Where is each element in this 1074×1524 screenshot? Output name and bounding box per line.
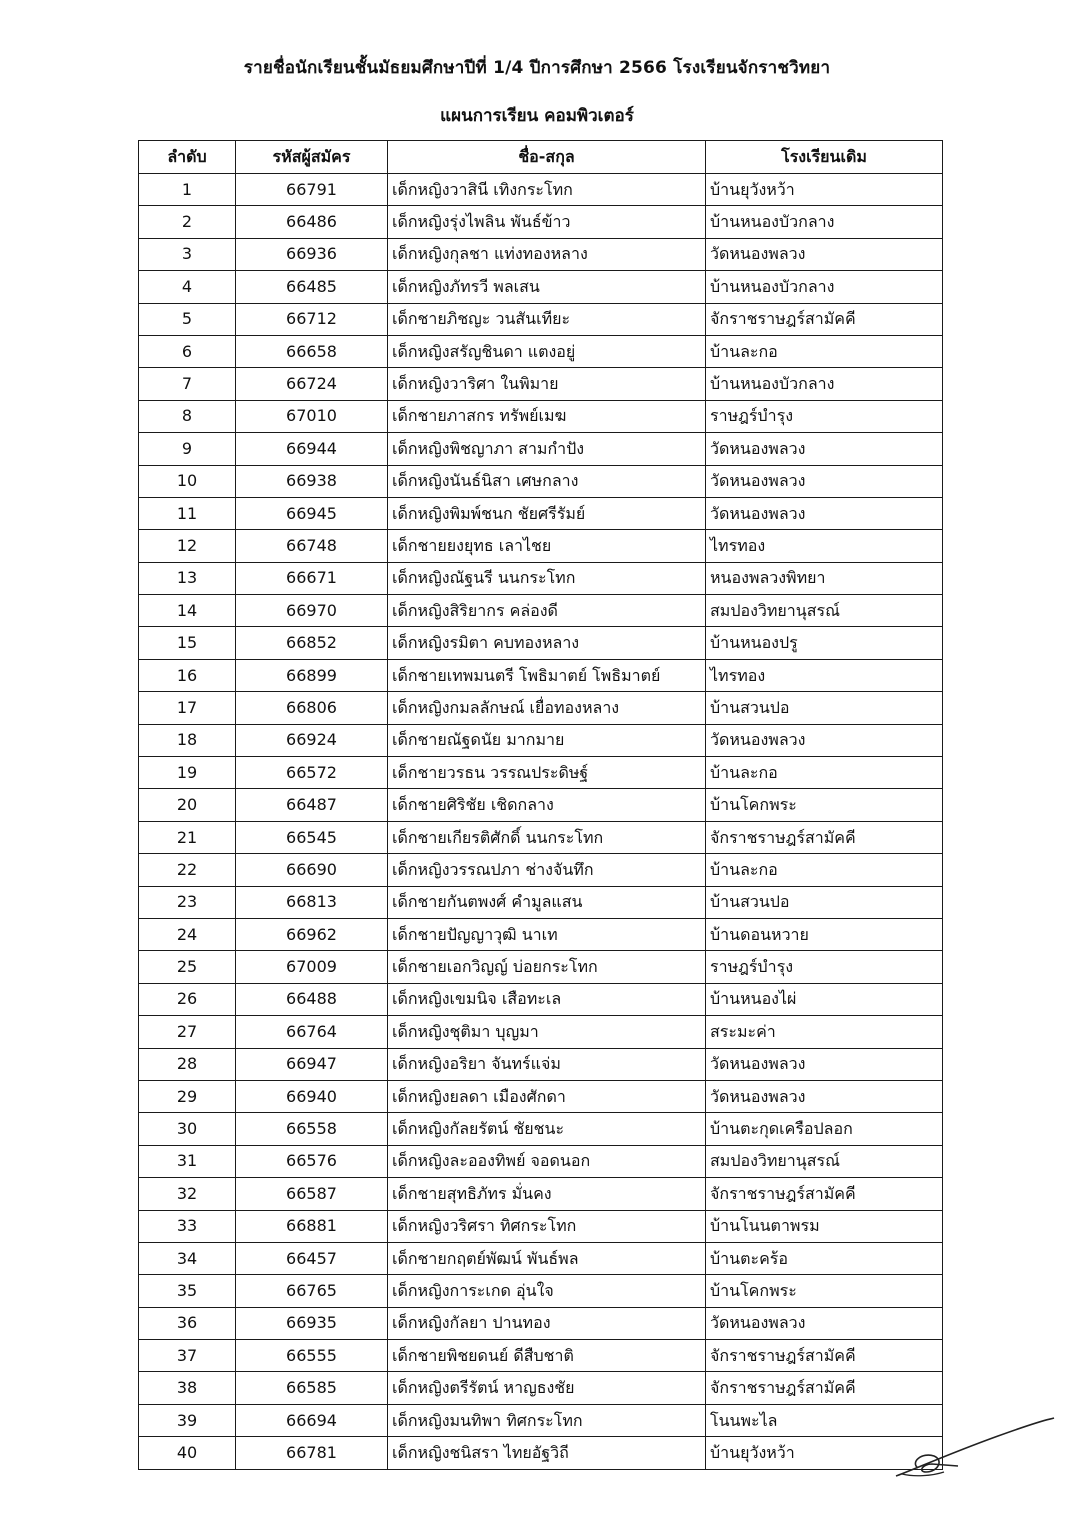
student-name: เด็กหญิงรมิตา คบทองหลาง [388,627,706,659]
student-name: เด็กหญิงณัฐนรี นนกระโทก [388,562,706,594]
row-number: 17 [139,692,236,724]
table-row [139,303,943,335]
previous-school: บ้านหนองบัวกลาง [706,271,943,303]
applicant-id: 66813 [236,886,388,918]
student-name: เด็กหญิงกัลยรัตน์ ชัยชนะ [388,1113,706,1145]
row-number: 29 [139,1080,236,1112]
student-name: เด็กชายสุทธิภัทร มั่นคง [388,1178,706,1210]
student-name: เด็กหญิงชนิสรา ไทยอัฐวิถี [388,1437,706,1469]
student-name: เด็กหญิงยลดา เมืองศักดา [388,1080,706,1112]
row-number: 2 [139,206,236,238]
table-row [139,951,943,983]
document-subtitle: แผนการเรียน คอมพิวเตอร์ [440,106,634,126]
applicant-id: 66671 [236,562,388,594]
applicant-id: 66899 [236,659,388,691]
row-number: 22 [139,854,236,886]
row-number: 13 [139,562,236,594]
applicant-id: 66585 [236,1372,388,1404]
row-number: 20 [139,789,236,821]
previous-school: บ้านดอนหวาย [706,918,943,950]
table-row [139,530,943,562]
student-name: เด็กชายเทพมนตรี โพธิมาตย์ โพธิมาตย์ [388,659,706,691]
table-row [139,271,943,303]
row-number: 10 [139,465,236,497]
previous-school: บ้านโคกพระ [706,1275,943,1307]
table-row [139,854,943,886]
table-row [139,1080,943,1112]
previous-school: ไทรทอง [706,659,943,691]
student-name: เด็กชายภิชญะ วนสันเทียะ [388,303,706,335]
previous-school: บ้านละกอ [706,335,943,367]
student-name: เด็กหญิงกัลยา ปานทอง [388,1307,706,1339]
student-name: เด็กหญิงรุ่งไพลิน พันธ์ข้าว [388,206,706,238]
row-number: 28 [139,1048,236,1080]
applicant-id: 66924 [236,724,388,756]
applicant-id: 66791 [236,174,388,206]
applicant-id: 66944 [236,433,388,465]
student-name: เด็กหญิงการะเกด อุ่นใจ [388,1275,706,1307]
student-name: เด็กหญิงกมลลักษณ์ เยื่อทองหลาง [388,692,706,724]
previous-school: ราษฎร์บำรุง [706,951,943,983]
student-name: เด็กชายเอกวิญญ์ บ่อยกระโทก [388,951,706,983]
applicant-id: 66947 [236,1048,388,1080]
header-no: ลำดับ [139,141,236,174]
previous-school: วัดหนองพลวง [706,238,943,270]
previous-school: ไทรทอง [706,530,943,562]
applicant-id: 66764 [236,1016,388,1048]
student-name: เด็กหญิงพิชญาภา สามกำปัง [388,433,706,465]
previous-school: บ้านหนองปรู [706,627,943,659]
previous-school: บ้านโนนตาพรม [706,1210,943,1242]
applicant-id: 66940 [236,1080,388,1112]
table-row [139,497,943,529]
applicant-id: 66962 [236,918,388,950]
previous-school: ราษฎร์บำรุง [706,400,943,432]
previous-school: สมปองวิทยานุสรณ์ [706,595,943,627]
table-row [139,562,943,594]
table-row [139,757,943,789]
previous-school: จักราชราษฎร์สามัคคี [706,1372,943,1404]
student-name: เด็กหญิงกุลชา แท่งทองหลาง [388,238,706,270]
table-row [139,1178,943,1210]
applicant-id: 66881 [236,1210,388,1242]
student-name: เด็กชายยงยุทธ เลาไชย [388,530,706,562]
table-row [139,918,943,950]
applicant-id: 66487 [236,789,388,821]
student-name: เด็กหญิงวาสินี เทิงกระโทก [388,174,706,206]
applicant-id: 66658 [236,335,388,367]
table-row [139,595,943,627]
previous-school: จักราชราษฎร์สามัคคี [706,1340,943,1372]
table-header-row [139,141,943,174]
table-row [139,1210,943,1242]
previous-school: บ้านตะกุดเครือปลอก [706,1113,943,1145]
table-row [139,335,943,367]
row-number: 4 [139,271,236,303]
previous-school: โนนพะไล [706,1404,943,1436]
previous-school: บ้านละกอ [706,854,943,886]
row-number: 38 [139,1372,236,1404]
student-name: เด็กชายศิริชัย เชิดกลาง [388,789,706,821]
table-row [139,1404,943,1436]
row-number: 30 [139,1113,236,1145]
table-row [139,238,943,270]
previous-school: บ้านหนองบัวกลาง [706,368,943,400]
row-number: 35 [139,1275,236,1307]
row-number: 18 [139,724,236,756]
applicant-id: 67010 [236,400,388,432]
applicant-id: 66488 [236,983,388,1015]
applicant-id: 66938 [236,465,388,497]
row-number: 1 [139,174,236,206]
applicant-id: 67009 [236,951,388,983]
student-name: เด็กหญิงตรีรัตน์ หาญธงชัย [388,1372,706,1404]
table-row [139,368,943,400]
applicant-id: 66970 [236,595,388,627]
student-name: เด็กหญิงชุติมา บุญมา [388,1016,706,1048]
applicant-id: 66852 [236,627,388,659]
student-name: เด็กหญิงเขมนิจ เสือทะเล [388,983,706,1015]
previous-school: สมปองวิทยานุสรณ์ [706,1145,943,1177]
table-row [139,433,943,465]
row-number: 32 [139,1178,236,1210]
applicant-id: 66555 [236,1340,388,1372]
student-name: เด็กหญิงภัทรวี พลเสน [388,271,706,303]
previous-school: บ้านหนองไผ่ [706,983,943,1015]
row-number: 14 [139,595,236,627]
previous-school: วัดหนองพลวง [706,1048,943,1080]
student-name: เด็กชายภาสกร ทรัพย์เมฆ [388,400,706,432]
row-number: 23 [139,886,236,918]
row-number: 5 [139,303,236,335]
applicant-id: 66486 [236,206,388,238]
applicant-id: 66935 [236,1307,388,1339]
applicant-id: 66558 [236,1113,388,1145]
table-row [139,821,943,853]
applicant-id: 66576 [236,1145,388,1177]
previous-school: บ้านหนองบัวกลาง [706,206,943,238]
student-name: เด็กชายกฤตย์พัฒน์ พันธ์พล [388,1242,706,1274]
previous-school: บ้านละกอ [706,757,943,789]
table-row [139,724,943,756]
student-name: เด็กหญิงนันธ์นิสา เศษกลาง [388,465,706,497]
applicant-id: 66806 [236,692,388,724]
previous-school: จักราชราษฎร์สามัคคี [706,821,943,853]
table-row [139,1048,943,1080]
document-title: รายชื่อนักเรียนชั้นมัธยมศึกษาปีที่ 1/4 ปีการศึกษา 2566 โรงเรียนจักราชวิทยา [243,58,831,78]
previous-school: วัดหนองพลวง [706,724,943,756]
previous-school: บ้านยุวังหว้า [706,174,943,206]
previous-school: จักราชราษฎร์สามัคคี [706,303,943,335]
table-row [139,465,943,497]
header-applicant-id: รหัสผู้สมัคร [236,141,388,174]
student-name: เด็กชายพิชยดนย์ ดีสืบชาติ [388,1340,706,1372]
table-row [139,1340,943,1372]
student-name: เด็กชายกันตพงศ์ คำมูลแสน [388,886,706,918]
applicant-id: 66457 [236,1242,388,1274]
table-row [139,1372,943,1404]
table-row [139,983,943,1015]
applicant-id: 66945 [236,497,388,529]
applicant-id: 66690 [236,854,388,886]
applicant-id: 66485 [236,271,388,303]
row-number: 12 [139,530,236,562]
header-full-name: ชื่อ-สกุล [388,141,706,174]
row-number: 27 [139,1016,236,1048]
row-number: 24 [139,918,236,950]
previous-school: วัดหนองพลวง [706,1307,943,1339]
previous-school: บ้านโคกพระ [706,789,943,821]
row-number: 21 [139,821,236,853]
row-number: 25 [139,951,236,983]
student-name: เด็กหญิงวาริศา ในพิมาย [388,368,706,400]
table-row [139,1113,943,1145]
student-name: เด็กชายเกียรติศักดิ์ นนกระโทก [388,821,706,853]
row-number: 36 [139,1307,236,1339]
student-name: เด็กหญิงอริยา จันทร์แจ่ม [388,1048,706,1080]
row-number: 26 [139,983,236,1015]
applicant-id: 66587 [236,1178,388,1210]
row-number: 33 [139,1210,236,1242]
table-row [139,627,943,659]
table-row [139,886,943,918]
table-row [139,400,943,432]
table-row [139,1307,943,1339]
row-number: 16 [139,659,236,691]
student-name: เด็กหญิงวริศรา ทิศกระโทก [388,1210,706,1242]
student-name: เด็กชายวรธน วรรณประดิษฐ์ [388,757,706,789]
row-number: 9 [139,433,236,465]
row-number: 19 [139,757,236,789]
row-number: 34 [139,1242,236,1274]
student-name: เด็กหญิงสิริยากร คล่องดี [388,595,706,627]
applicant-id: 66545 [236,821,388,853]
row-number: 6 [139,335,236,367]
table-row [139,1145,943,1177]
applicant-id: 66936 [236,238,388,270]
student-name: เด็กชายปัญญาวุฒิ นาเท [388,918,706,950]
applicant-id: 66694 [236,1404,388,1436]
row-number: 15 [139,627,236,659]
row-number: 31 [139,1145,236,1177]
applicant-id: 66712 [236,303,388,335]
student-roster-table [138,140,943,1470]
table-row [139,1016,943,1048]
student-name: เด็กชายณัฐดนัย มากมาย [388,724,706,756]
table-row [139,1275,943,1307]
previous-school: บ้านตะคร้อ [706,1242,943,1274]
student-name: เด็กหญิงวรรณปภา ช่างจันทึก [388,854,706,886]
previous-school: วัดหนองพลวง [706,465,943,497]
table-body [139,174,943,1470]
applicant-id: 66724 [236,368,388,400]
previous-school: วัดหนองพลวง [706,433,943,465]
applicant-id: 66572 [236,757,388,789]
previous-school: หนองพลวงพิทยา [706,562,943,594]
table-row [139,789,943,821]
row-number: 8 [139,400,236,432]
student-name: เด็กหญิงพิมพ์ชนก ชัยศรีรัมย์ [388,497,706,529]
table-row [139,1437,943,1469]
row-number: 3 [139,238,236,270]
previous-school: วัดหนองพลวง [706,1080,943,1112]
previous-school: วัดหนองพลวง [706,497,943,529]
applicant-id: 66765 [236,1275,388,1307]
previous-school: สระมะค่า [706,1016,943,1048]
header-previous-school: โรงเรียนเดิม [706,141,943,174]
student-name: เด็กหญิงสรัญชินดา แตงอยู่ [388,335,706,367]
table-row [139,206,943,238]
table-row [139,692,943,724]
row-number: 39 [139,1404,236,1436]
previous-school: บ้านสวนปอ [706,692,943,724]
table-row [139,1242,943,1274]
previous-school: บ้านยุวังหว้า [706,1437,943,1469]
applicant-id: 66781 [236,1437,388,1469]
table-row [139,174,943,206]
handwritten-signature [888,1414,1058,1484]
applicant-id: 66748 [236,530,388,562]
row-number: 7 [139,368,236,400]
table-row [139,659,943,691]
previous-school: จักราชราษฎร์สามัคคี [706,1178,943,1210]
row-number: 40 [139,1437,236,1469]
student-name: เด็กหญิงมนทิพา ทิศกระโทก [388,1404,706,1436]
student-name: เด็กหญิงละอองทิพย์ จอดนอก [388,1145,706,1177]
row-number: 37 [139,1340,236,1372]
row-number: 11 [139,497,236,529]
previous-school: บ้านสวนปอ [706,886,943,918]
